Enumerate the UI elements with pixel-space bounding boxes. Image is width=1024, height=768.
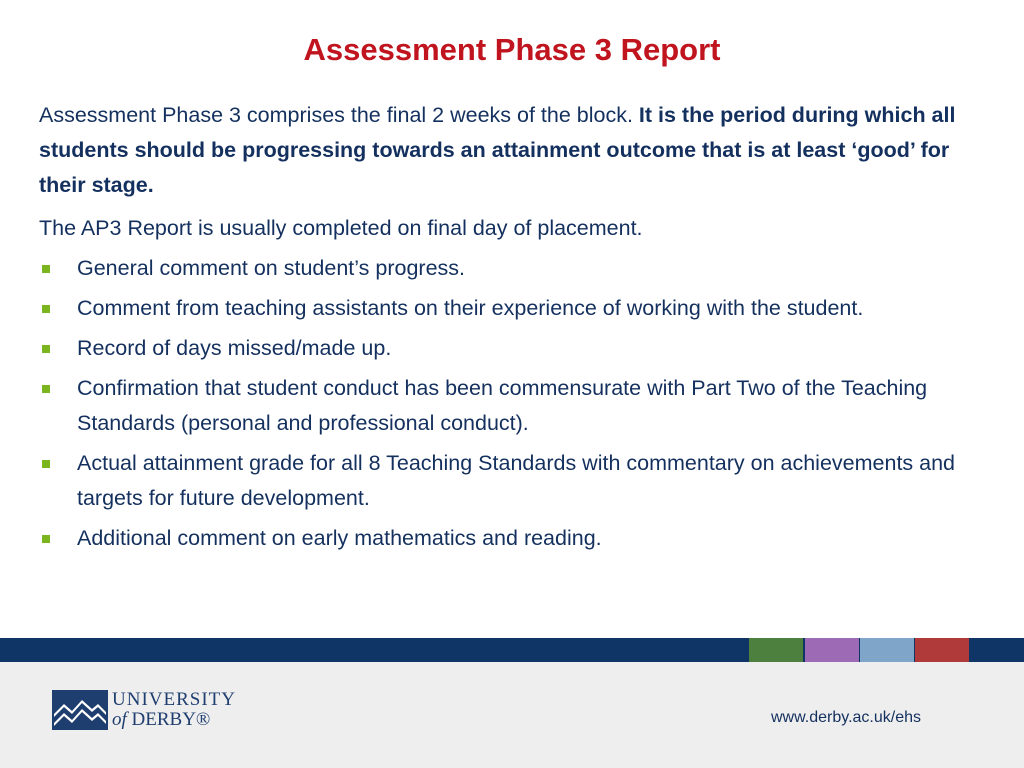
bullet-square-icon <box>42 305 50 313</box>
bullet-text: Record of days missed/made up. <box>77 336 392 360</box>
bullet-item <box>39 371 999 441</box>
bullet-item <box>39 446 999 516</box>
mountain-logo-icon <box>52 690 108 730</box>
intro-paragraph <box>39 98 999 203</box>
bullet-square-icon <box>42 265 50 273</box>
color-swatch-green <box>749 638 803 662</box>
logo-of-text: of <box>112 709 127 730</box>
bullet-square-icon <box>42 385 50 393</box>
bullet-text: Additional comment on early mathematics and reading. <box>77 526 602 550</box>
footer-url: www.derby.ac.uk/ehs <box>771 709 921 726</box>
completion-line: The AP3 Report is usually completed on final day of placement. <box>39 216 643 240</box>
bullet-item <box>39 331 999 366</box>
logo-derby-word: DERBY® <box>131 709 211 730</box>
bullet-text: Actual attainment grade for all 8 Teaching Standards with commentary on achievements and targets for future development. <box>77 451 956 510</box>
bullet-square-icon <box>42 345 50 353</box>
bullet-list <box>39 251 999 556</box>
intro-plain-text: Assessment Phase 3 comprises the final 2 weeks of the block. <box>39 103 639 127</box>
bullet-item <box>39 251 999 286</box>
bullet-square-icon <box>42 535 50 543</box>
slide-title: Assessment Phase 3 Report <box>303 32 721 67</box>
intro-bold-text: It is the period during which all students should be progressing towards an attainment outcome that is at least ‘good’ for their stage. <box>39 103 956 197</box>
footer <box>0 662 1024 768</box>
color-swatch-red <box>915 638 969 662</box>
logo-derby-text <box>112 710 210 730</box>
slide-body <box>39 98 999 556</box>
bullet-square-icon <box>42 460 50 468</box>
logo-university-text: UNIVERSITY <box>112 689 236 710</box>
color-swatch-purple <box>805 638 859 662</box>
bullet-item <box>39 521 999 556</box>
bullet-text: Comment from teaching assistants on their experience of working with the student. <box>77 296 864 320</box>
bullet-text: General comment on student’s progress. <box>77 256 465 280</box>
bullet-text: Confirmation that student conduct has been commensurate with Part Two of the Teaching Standards (personal and professional conduct). <box>77 376 928 435</box>
bullet-item <box>39 291 999 326</box>
color-swatch-blue <box>860 638 914 662</box>
